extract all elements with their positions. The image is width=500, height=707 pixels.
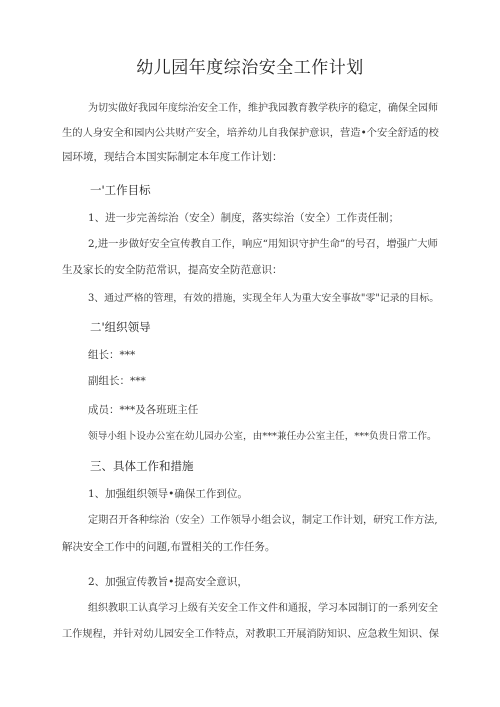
measure-point-2: 2、加强宣传教旨•提高安全意识， [88, 576, 248, 588]
document-title: 幼儿园年度综治安全工作计划 [136, 58, 364, 78]
measure-para-1-line-2: 解决安全工作中的问题,布置相关的工作任务。 [62, 541, 276, 553]
intro-line-2: 生的人身安全和园内公共财产安全，培养幼儿自我保护意识，营造•个安全舒适的校 [62, 127, 439, 139]
goal-item-1: 1、进一步完善综治（安全）制度，落实综治（安全）工作责任制； [88, 212, 400, 224]
measure-para-2-line-1: 组织教职工认真学习上级有关安全工作文件和通报，学习本园制订的一系列安全 [88, 603, 438, 614]
section-heading-measures: 三、具体工作和措施 [90, 459, 194, 473]
intro-line-3: 园环境，现结合本国实际制定本年度工作计划： [62, 151, 283, 163]
org-office: 领导小组卜设办公室在幼儿园办公室，由***兼任办公室主任，***负贵日常工作。 [88, 431, 437, 442]
goal-item-2-line-1: 2,进一步做好安全宣传教自工作，响应“用知识守护生命”的号召，增强广大师 [88, 238, 438, 250]
section-heading-goals: 一'工作目标 [90, 183, 151, 197]
measure-point-1: 1、加强组织领导•确保工作到位。 [88, 488, 248, 500]
section-heading-organization: 二'组织领导 [90, 320, 151, 334]
org-deputy: 副组长：*** [88, 375, 146, 387]
measure-para-2-line-2: 工作规程，并针对幼儿园安全工作特点，对教职工开展消防知识、应急救生知识、保 [62, 629, 439, 640]
org-members: 成员：***及各班班主任 [88, 404, 199, 416]
goal-item-2-line-2: 生及家长的安全防范常识，提高安全防范意识： [62, 264, 283, 276]
intro-line-1: 为切实做好我园年度综治安全工作，维护我园教育教学秩序的稳定，确保全园师 [88, 103, 438, 114]
org-leader: 组长：*** [88, 349, 136, 361]
goal-item-3: 3、通过严格的管理，有效的措施，实现全年人为重大安全事故"零"记录的目标。 [88, 293, 440, 304]
measure-para-1-line-1: 定期召开各种综治（安全）工作领导小组会议，制定工作计划，研究工作方法, [88, 515, 438, 526]
